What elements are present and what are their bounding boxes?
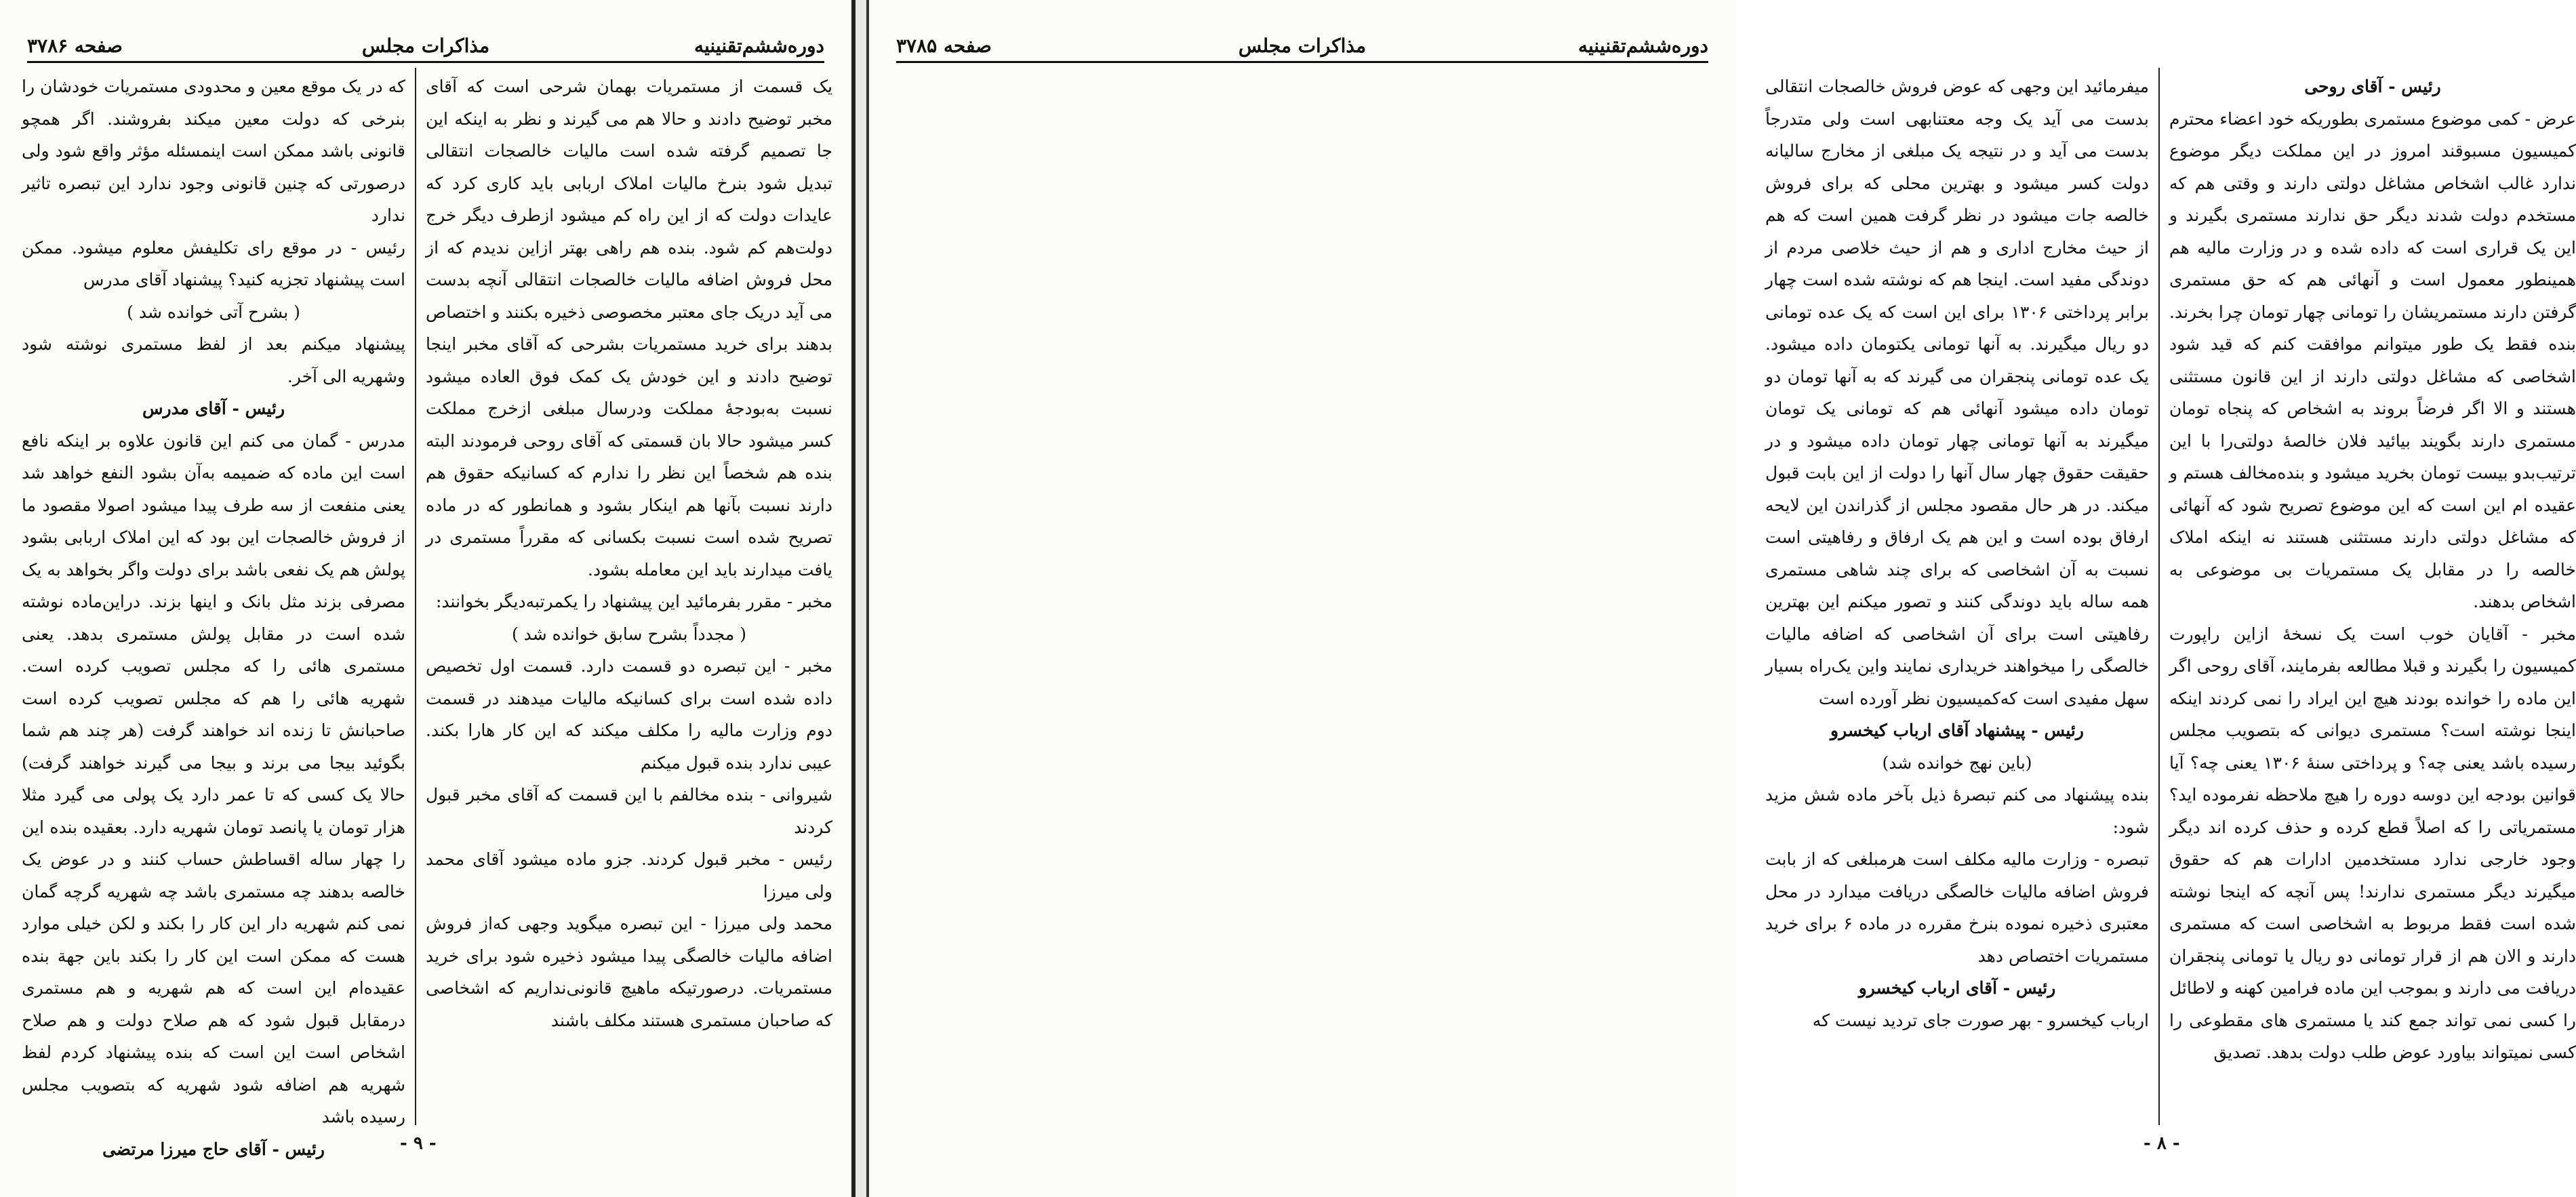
speaker-heading: رئیس - پیشنهاد آقای ارباب کیخسرو [1830,721,2084,740]
right-page-right-column [2169,70,2576,1114]
paragraph: محمد ولی میرزا - این تبصره میگوید وجهی که‌از فروش اضافه مالیات خالصگی پیدا میشود ذخیره شود برای خرید مستمریات. درصورتیکه ماهیچ قانونی‌نداریم که اشخاصی که صاحبان مستمری هستند مکلف باشند [426,914,832,1030]
right-page [866,0,2576,1197]
left-page [0,0,856,1197]
speaker-heading: رئیس - آقای روحی [2304,77,2441,96]
paragraph: شیروانی - بنده مخالفم با این قسمت که آقای مخبر قبول کردند [426,785,832,837]
reading-note: ( مجدداً بشرح سابق خوانده شد ) [511,624,747,644]
paragraph: ارباب کیخسرو - بهر صورت جای تردید نیست که [1812,1010,2149,1030]
paragraph: تبصره - وزارت مالیه مکلف است هرمبلغی که از بابت فروش اضافه مالیات خالصگی دریافت میدارد در محل معتبری ذخیره نموده بنرخ مقرره در ماده ۶ برای خرید مستمریات اختصاص دهد [1765,849,2149,966]
left-page-header [27,24,824,63]
paragraph: که در یک موقع معین و محدودی مستمریات خودشان را بنرخی که دولت معین میکند بفروشند. اگر همچو قانونی باشد ممکن است اینمسئله مؤثر واقع شود ولی درصورتی که چنین قانونی وجود ندارد این تبصره تاثیر ندارد [22,77,405,225]
paragraph: پیشنهاد میکنم بعد از لفظ مستمری نوشته شود وشهریه الی آخر. [22,334,405,386]
left-column-divider [415,68,416,1125]
paragraph: رئیس - مخبر قبول کردند. جزو ماده میشود آقای محمد ولی میرزا [426,849,832,901]
left-page-right-column [426,70,832,1114]
right-page-label: صفحه ۳۷۸۵ [896,35,992,57]
paragraph: مخبر - این تبصره دو قسمت دارد. قسمت اول تخصیص داده شده است برای کسانیکه مالیات میدهند در قسمت دوم وزارت مالیه را مکلف میکند که این کار هارا بکند. عیبی ندارد بنده قبول میکنم [426,656,832,773]
speaker-heading: رئیس - آقای ارباب کیخسرو [1858,978,2056,998]
paragraph: عرض - کمی موضوع مستمری بطوریکه خود اعضاء محترم کمیسیون مسبوقند امروز در این مملکت دیگر موضوع ندارد غالب اشخاص مشاغل دولتی دارند و وقتی هم که مستخدم دولت شدند دیگر حق ندارند مستمری بگیرند و این یک قراری است که داده شده و در وزارت مالیه هم همینطور معمول است و آنهائی هم که حق مستمری گرفتن دارند مستمریشان را تومانی چهار تومان چرا بخرند. بنده فقط یک طور میتوانم موافقت کنم که قید شود اشخاصی که مشاغل دولتی دارند از این قانون مستثنی هستند و الا اگر فرضاً بروند به اشخاص که پنجاه تومان مستمری دارند بگویند بیائید فلان خالصهٔ دولتی‌را با این ترتیب‌بدو بیست تومان بخرید میشود و بنده‌مخالف هستم و عقیده ام این است که این موضوع تصریح شود که آنهائی که مشاغل دولتی دارند مستثنی هستند نه اینکه املاک خالصه را در مقابل یک مستمریات بی موضوعی به اشخاص بدهند. [2169,108,2576,611]
left-session-title: دوره‌ششم‌تقنینیه [693,35,824,57]
paragraph: میفرمائید این وجهی که عوض فروش خالصجات انتقالی بدست می آید یک وجه معتنابهی است ولی متدرجاً بدست می آید و در نتیجه یک مبلغی از مخارج سالیانه دولت کسر میشود و بهترین محلی که برای فروش خالصه جات میشود در نظر گرفت همین است که هم از حیث مخارج اداری و هم از حیث خلاصی مردم از دوندگی مفید است. اینجا هم که نوشته شده است چهار برابر پرداختی ۱۳۰۶ برای این است که یک عده تومانی دو ریال میگیرند. به آنها تومانی یکتومان داده میشود. یک عده تومانی پنجقران می گیرند که به آنها تومان دو تومان داده میشود آنهائی هم که تومانی یک تومان میگیرند به آنها تومانی چهار تومان داده میشود و در حقیقت حقوق چهار سال آنها را دولت از این بابت قبول میکند. در هر حال مقصود مجلس از گذراندن این لایحه ارفاق بوده است و این هم یک ارفاق و رفاهیتی است نسبت به آن اشخاصی که برای چند شاهی مستمری همه ساله باید دوندگی کنند و تصور میکنم این بهترین رفاهیتی است برای آن اشخاصی که اضافه مالیات خالصگی را میخواهند خریداری نمایند واین یک‌راه بسیار سهل مفیدی است که‌کمیسیون نظر آورده است [1765,77,2149,708]
right-page-number: - ۸ - [2144,1133,2180,1154]
paragraph: مخبر - آقایان خوب است یک نسخهٔ ازاین راپورت کمیسیون را بگیرند و قبلا مطالعه بفرمایند، آقای روحی اگر این ماده را خوانده بودند هیچ این ایراد را نمی کردند اینکه اینجا نوشته است؟ مستمری دیوانی که بتصویب مجلس رسیده باشد یعنی چه؟ و پرداختی سنهٔ ۱۳۰۶ یعنی چه؟ آیا قوانین بودجه این دوسه دوره را هیچ ملاحظه نفرموده اید؟ مستمریاتی را که اصلاً قطع کرده و حذف کرده اند دیگر وجود خارجی ندارد مستخدمین ادارات هم که حقوق میگیرند دیگر مستمری ندارند! پس آنچه که اینجا نوشته شده است فقط مربوط به اشخاصی است که مستمری دارند و الان هم از قرار تومانی دو ریال یا تومانی پنجقران دریافت می دارند و بموجب این ماده فرامین کهنه و لاطائل را کسی نمی تواند جمع کند یا مستمری های مقطوعی را کسی نمیتواند بیاورد عوض طلب دولت بدهد. تصدیق [2169,624,2576,1062]
paragraph: رئیس - در موقع رای تکلیفش معلوم میشود. ممکن است پیشنهاد تجزیه کنید؟ پیشنهاد آقای مدرس [22,237,405,289]
paragraph: بنده پیشنهاد می کنم تبصرهٔ ذیل بآخر ماده شش مزید شود: [1765,785,2149,837]
reading-note: (باین نهج خوانده شد) [1882,752,2032,773]
left-page-left-column [22,70,405,1159]
reading-note: ( بشرح آتی خوانده شد ) [127,302,300,322]
speaker-heading: رئیس - آقای حاج میرزا مرتضی [102,1139,325,1159]
left-journal-title: مذاکرات مجلس [361,35,490,57]
book-gutter [856,0,866,1197]
speaker-heading: رئیس - آقای مدرس [142,399,285,418]
right-journal-title: مذاکرات مجلس [1238,35,1367,57]
right-page-header [896,24,1708,63]
right-session-title: دوره‌ششم‌تقنینیه [1577,35,1708,57]
paragraph: یک قسمت از مستمریات بهمان شرحی است که آقای مخبر توضیح دادند و حالا هم می گیرند و نظر به اینکه این جا تصمیم گرفته شده است مالیات خالصجات انتقالی تبدیل شود بنرخ مالیات املاک اربابی باید کاری کرد که عایدات دولت که از این راه کم میشود ازطرف دیگر خرج دولت‌هم کم شود. بنده هم راهی بهتر ازاین ندیدم که از محل فروش اضافه مالیات خالصجات انتقالی آنچه بدست می آید دریک جای معتبر مخصوصی ذخیره بکنند و اختصاص بدهند برای خرید مستمریات بشرحی که آقای مخبر اینجا توضیح دادند و این خودش یک کمک فوق العاده میشود نسبت به‌بودجهٔ مملکت ودرسال مبلغی ازخرج مملکت کسر میشود حالا بان قسمتی که آقای روحی فرمودند البته بنده هم شخصاً این نظر را ندارم که کسانیکه حقوق هم دارند نسبت بآنها هم اینکار بشود و همانطور که در ماده تصریح شده است نسبت بکسانی که مقرراً مستمری در یافت میدارند باید این معامله بشود. [425,77,832,580]
paragraph: مدرس - گمان می کنم این قانون علاوه بر اینکه نافع است این ماده که ضمیمه به‌آن بشود النفع خواهد شد یعنی منفعت از سه طرف پیدا میشود اصولا مقصود ما از فروش خالصجات این بود که این املاک اربابی بشود پولش هم یک نفعی باشد برای دولت واگر بخواهد به یک مصرفی بزند مثل بانک و اینها بزند. دراین‌ماده نوشته شده است در مقابل پولش مستمری بدهد. یعنی مستمری هائی را که مجلس تصویب کرده است. شهریه هائی را هم که مجلس تصویب کرده است صاحبانش تا زنده اند خواهند گرفت (هر چند هم شما بگوئید بیجا می برند و بیجا می گیرند خواهند گرفت) حالا یک کسی که تا عمر دارد یک پولی می گیرد مثلا هزار تومان یا پانصد تومان شهریه دارد. بعقیده بنده این را چهار ساله اقساطش حساب کنند و در عوض یک خالصه بدهند چه مستمری باشد چه شهریه گرچه گمان نمی کنم شهریه دار این کار را بکند و لکن خیلی موارد هست که ممکن است این کار را بکند باین جهة بنده عقیده‌ام این است که هم شهریه و هم مستمری درمقابل قبول شود که هم صلاح دولت و هم صلاح اشخاص است این است که بنده پیشنهاد کردم لفظ شهریه هم اضافه شود شهریه که بتصویب مجلس رسیده باشد [22,430,405,1127]
right-page-left-column [1765,70,2149,1114]
right-column-divider [2158,68,2160,1125]
left-page-label: صفحه ۳۷۸۶ [27,35,123,57]
paragraph: مخبر - مقرر بفرمائید این پیشنهاد را یکمرتبه‌دیگر بخوانند: [435,592,832,611]
left-page-number: - ۹ - [400,1133,437,1154]
